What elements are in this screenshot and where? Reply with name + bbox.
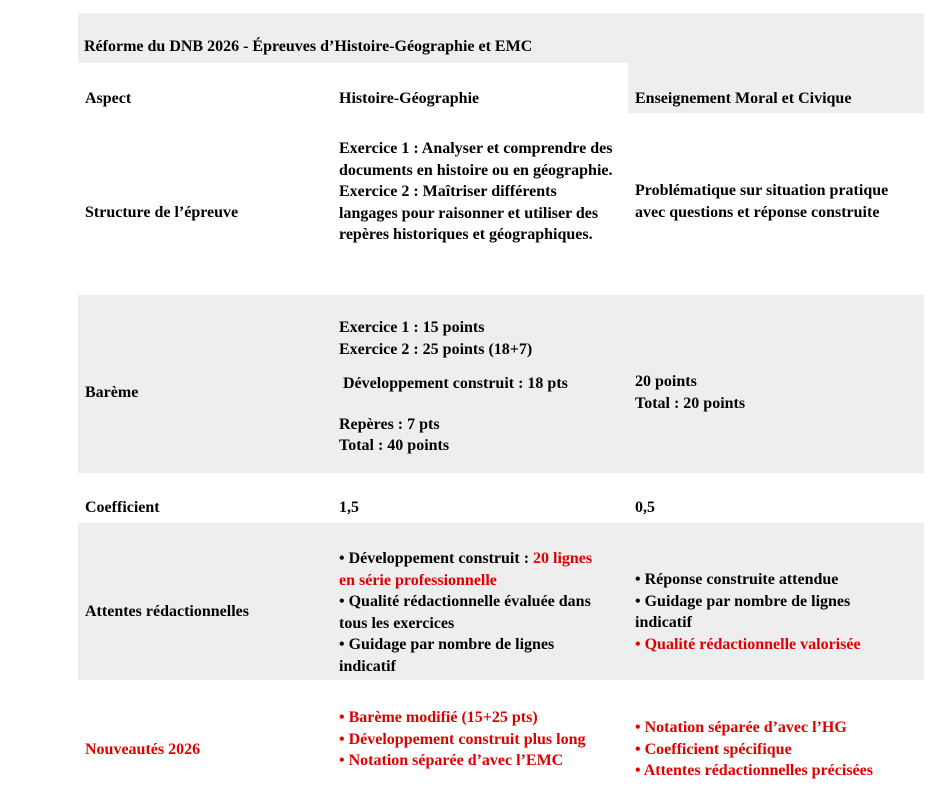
structure-emc: Problématique sur situation pratique avec questions et réponse construite (635, 182, 889, 221)
structure-aspect: Structure de l’épreuve (85, 204, 239, 221)
attentes-emc-item1: • Réponse construite attendue (635, 571, 839, 588)
nouveautes-emc-item2: • Coefficient spécifique (635, 740, 792, 758)
structure-hg (339, 138, 614, 246)
bareme-hg (339, 317, 614, 457)
table-title: Réforme du DNB 2026 - Épreuves d’Histoire-Géographie et EMC (84, 38, 533, 55)
attentes-emc (635, 569, 905, 655)
structure-hg-ex2: Exercice 2 : Maîtriser différents langages pour raisonner et utiliser des repères historiques et géographiques. (339, 183, 599, 243)
attentes-hg-item3: • Guidage par nombre de lignes indicatif (339, 636, 555, 675)
nouveautes-emc (635, 717, 920, 782)
bareme-emc-points: 20 points (635, 373, 697, 390)
bareme-hg-ex2: Exercice 2 : 25 points (18+7) (339, 340, 533, 358)
bareme-hg-reperes: Repères : 7 pts (339, 415, 440, 433)
attentes-hg-item1 (339, 548, 599, 591)
structure-hg-ex1: Exercice 1 : Analyser et comprendre des documents en histoire ou en géographie. (339, 140, 613, 179)
bareme-hg-total: Total : 40 points (339, 437, 450, 454)
attentes-hg-item2: • Qualité rédactionnelle évaluée dans tous les exercices (339, 593, 591, 632)
bareme-hg-dev: Développement construit : 18 pts (343, 375, 568, 392)
bareme-emc-total: Total : 20 points (635, 394, 746, 412)
nouveautes-emc-item1: • Notation séparée d’avec l’HG (635, 719, 847, 736)
nouveautes-hg-item1: • Barème modifié (15+25 pts) (339, 709, 538, 726)
attentes-hg (339, 548, 599, 677)
nouveautes-hg-item2: • Développement construit plus long (339, 730, 586, 748)
attentes-aspect: Attentes rédactionnelles (85, 603, 249, 620)
coefficient-emc: 0,5 (635, 499, 655, 516)
nouveautes-hg (339, 707, 604, 772)
coefficient-hg: 1,5 (339, 499, 359, 516)
nouveautes-aspect: Nouveautés 2026 (85, 741, 201, 758)
header-aspect: Aspect (85, 90, 132, 107)
bareme-emc (635, 371, 920, 414)
bareme-hg-ex1: Exercice 1 : 15 points (339, 319, 485, 336)
header-hg: Histoire-Géographie (339, 90, 480, 107)
bareme-aspect: Barème (85, 384, 139, 401)
nouveautes-emc-item3: • Attentes rédactionnelles précisées (635, 762, 873, 779)
attentes-hg-item1-highlight: 20 lignes en série professionnelle (339, 550, 593, 589)
header-emc: Enseignement Moral et Civique (635, 90, 852, 107)
attentes-emc-item2: • Guidage par nombre de lignes indicatif (635, 592, 851, 631)
coefficient-aspect: Coefficient (85, 499, 160, 516)
attentes-hg-item1-prefix: • Développement construit : (339, 550, 534, 567)
nouveautes-hg-item3: • Notation séparée d’avec l’EMC (339, 752, 564, 769)
attentes-emc-item3: • Qualité rédactionnelle valorisée (635, 635, 861, 653)
